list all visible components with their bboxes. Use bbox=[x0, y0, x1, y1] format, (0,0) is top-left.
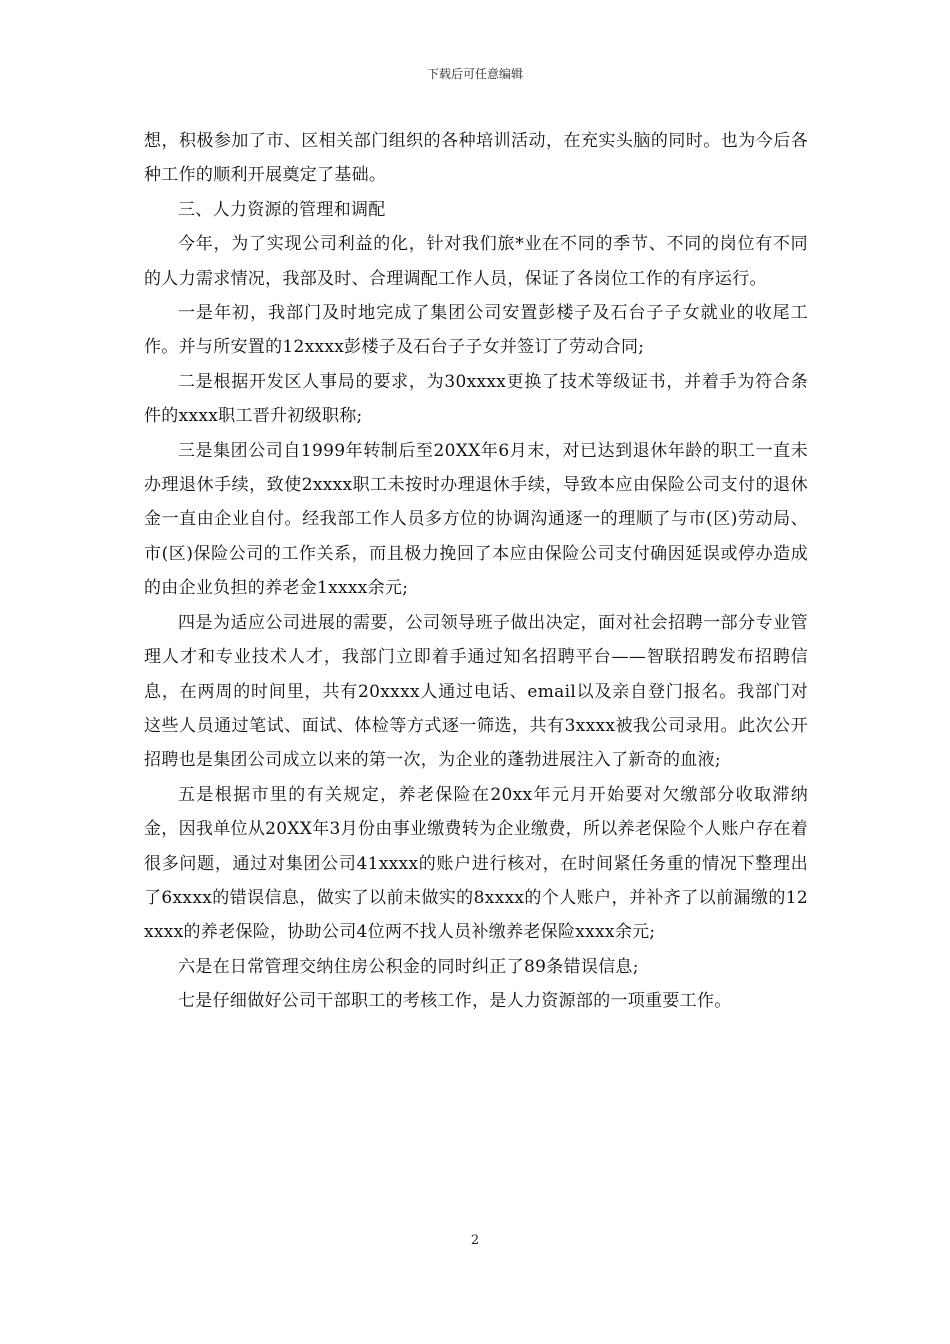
paragraph-item-6: 六是在日常管理交纳住房公积金的同时纠正了89条错误信息; bbox=[178, 956, 639, 977]
paragraph-intro: 今年，为了实现公司利益的化，针对我们旅*业在不同的季节、不同的岗位有不同的人力需求情况，我部及时、合理调配工作人员，保证了各岗位工作的有序运行。 bbox=[144, 234, 808, 289]
document-body bbox=[144, 124, 808, 1019]
paragraph-item-1: 一是年初，我部门及时地完成了集团公司安置彭楼子及石台子子女就业的收尾工作。并与所安置的12xxxx彭楼子及石台子子女并签订了劳动合同; bbox=[144, 303, 808, 358]
paragraph-item-2: 二是根据开发区人事局的要求，为30xxxx更换了技术等级证书，并着手为符合条件的xxxx职工晋升初级职称; bbox=[144, 371, 808, 427]
paragraph-1: 想，积极参加了市、区相关部门组织的各种培训活动，在充实头脑的同时。也为今后各种工作的顺利开展奠定了基础。 bbox=[144, 131, 808, 186]
paragraph-item-4: 四是为适应公司进展的需要，公司领导班子做出决定，面对社会招聘一部分专业管理人才和专业技术人才，我部门立即着手通过知名招聘平台——智联招聘发布招聘信息，在两周的时间里，共有20xxxx人通过电话、email以及亲自登门报名。我部门对这些人员通过笔试、面试、体检等方式逐一筛选，共有3xxxx被我公司录用。此次公开招聘也是集团公司成立以来的第一次，为企业的蓬勃进展注入了新奇的血液; bbox=[144, 612, 808, 771]
page-header: 下载后可任意编辑 bbox=[426, 67, 523, 81]
page-number: 2 bbox=[470, 1233, 480, 1248]
paragraph-item-7: 七是仔细做好公司干部职工的考核工作，是人力资源部的一项重要工作。 bbox=[178, 991, 732, 1012]
paragraph-item-3: 三是集团公司自1999年转制后至20XX年6月末，对已达到退休年龄的职工一直未办理退休手续，致使2xxxx职工未按时办理退休手续，导致本应由保险公司支付的退休金一直由企业自付。经我部工作人员多方位的协调沟通逐一的理顺了与市(区)劳动局、市(区)保险公司的工作关系，而且极力挽回了本应由保险公司支付确因延误或停办造成的由企业负担的养老金1xxxx余元; bbox=[144, 440, 808, 599]
section-heading: 三、人力资源的管理和调配 bbox=[178, 199, 386, 220]
paragraph-item-5: 五是根据市里的有关规定，养老保险在20xx年元月开始要对欠缴部分收取滞纳金，因我单位从20XX年3月份由事业缴费转为企业缴费，所以养老保险个人账户存在着很多问题，通过对集团公司41xxxx的账户进行核对，在时间紧任务重的情况下整理出了6xxxx的错误信息，做实了以前未做实的8xxxx的个人账户，并补齐了以前漏缴的12xxxx的养老保险，协助公司4位两不找人员补缴养老保险xxxx余元; bbox=[144, 784, 808, 943]
